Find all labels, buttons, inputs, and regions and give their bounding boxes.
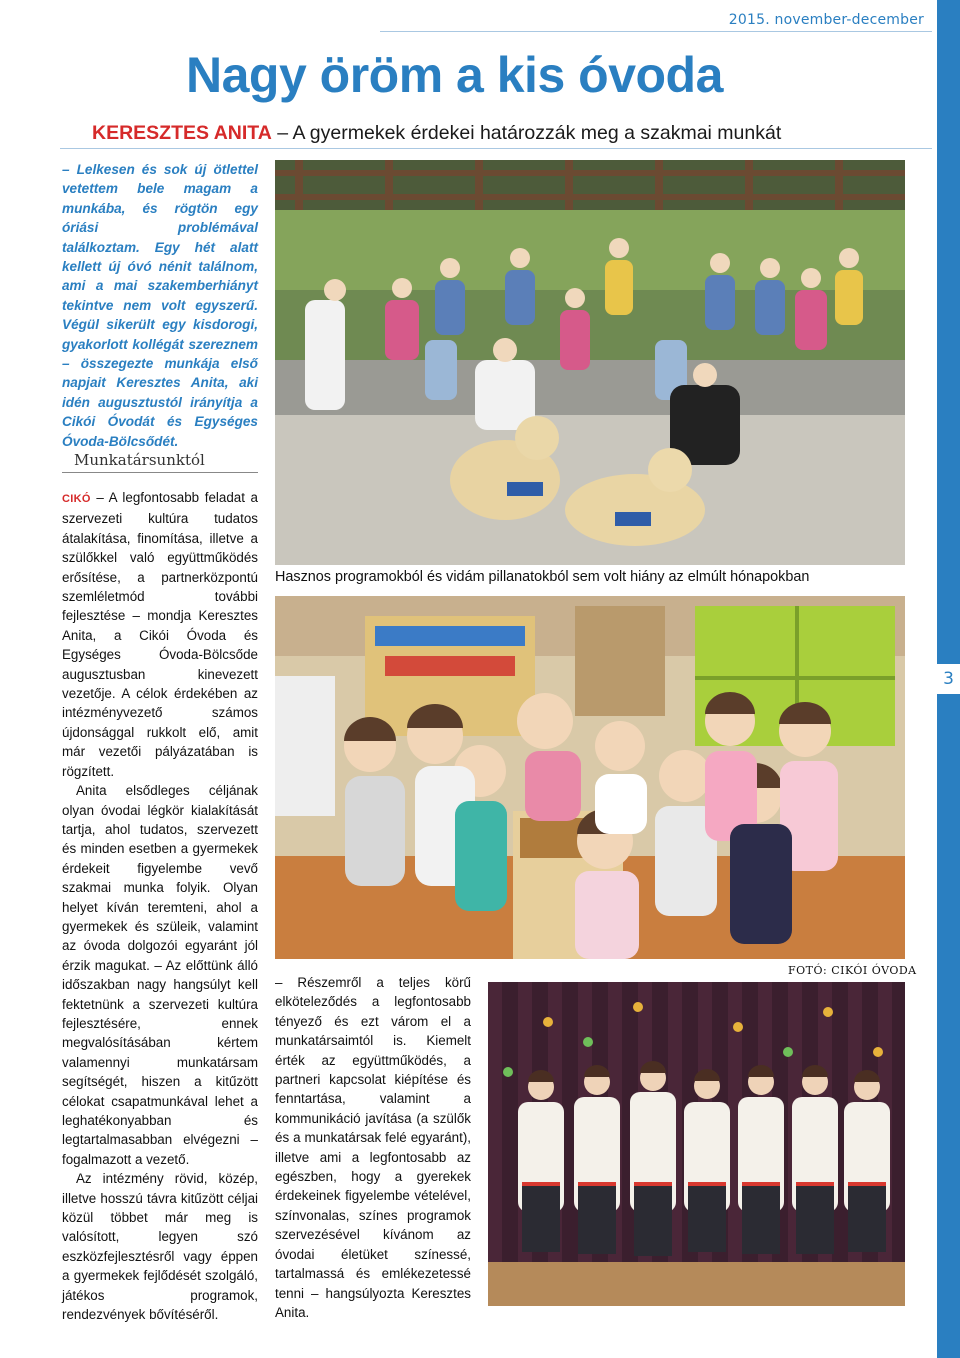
body-paragraph: – Részemről a teljes körű elköteleződés a legfontosabb tényező és ezt várom el a munkatársaimtól is. Kiemelt érték az együttműködés, a partneri kapcsolat kiépítése és fenntartása, valamint a kommunikáció javítása (a szülők és a munkatársak felé egyaránt), illetve ami a legfontosabb az egészben, hogy a gyerekek érdekeinek figyelembe vételével, színvonalas, színes programok szervezésével kívánom az óvodai életüket színessé, tartalmassá és emlékezetessé tenni – hangsúlyozta Keresztes Anita.	[275, 975, 471, 1320]
lead-paragraph: – Lelkesen és sok új ötlettel vetettem bele magam a munkába, és rögtön egy óriási problémával találkoztam. Egy hét alatt kellett új óvó nénit találnom, ami a mai szakemberhiányt tekintve nem volt egyszerű. Végül sikerült egy kisdorogi, gyakorlott kollégát szereznem – összegezte munkája első napjait Keresztes Anita, aki idén augusztustól irányítja a Cikói Óvodát és Egységes Óvoda-Bölcsődét.	[62, 162, 258, 449]
header-divider	[380, 31, 932, 32]
author-name: KERESZTES ANITA	[92, 122, 272, 144]
subtitle-text: – A gyermekek érdekei határozzák meg a szakmai munkát	[271, 122, 782, 144]
staff-stage-photo	[488, 982, 905, 1306]
article-title: Nagy öröm a kis óvoda	[186, 47, 723, 103]
issue-date: 2015. november-december	[728, 12, 924, 28]
page-number: 3	[937, 664, 960, 694]
body-paragraph: Az intézmény rövid, közép, illetve hosszú távra kitűzött céljai közül többet már meg is valósított, legyen szó eszközfejlesztésről vagy éppen a gyermekek fejlődését szolgáló, játékos programok, rendezvények bővítéséről.	[62, 1171, 258, 1323]
body-paragraph: CIKÓ – A legfontosabb feladat a szervezeti kultúra tudatos átalakítása, finomítása, illetve a szülőkkel való együttműködés erősítése, a partnerközpontú szemléletmód további fejlesztése – mondja Keresztes Anita, a Cikói Óvoda és Egységes Óvoda-Bölcsőde augusztusban kinevezett vezetője. A célok érdekében az intézményvezető számos újdonsággal rukkolt elő, amit már vezetői pályázatában is rögzített.	[62, 490, 258, 779]
body-paragraph: Anita elsődleges céljának olyan óvodai légkör kialakítását tartja, ahol tudatos, szervezett és minden esetben a gyermekek érdekeit figyelembe vevő szakmai munka folyik. Olyan helyet kíván teremteni, ahol a gyermekek és szüleik, valamint az óvoda dolgozói egyaránt jól érzik magukat. – Az előttünk álló időszakban nagy hangsúlyt kell fektetnünk a szervezeti kultúra fejlesztésére, ennek megvalósításában kértem valamennyi munkatársam segítségét, hiszen a kitűzött célokat csapatmunkával lehet a leghatékonyabban és legtartalmasabban elvégezni – fogalmazott a vezető.	[62, 783, 258, 1167]
body-column-right	[275, 973, 471, 1322]
byline-label: Munkatársunktól	[62, 451, 258, 473]
photo-credit: FOTÓ: CIKÓI ÓVODA	[788, 964, 917, 977]
group-photo-outdoor	[275, 160, 905, 565]
article-subtitle	[92, 122, 781, 145]
dateline-location: CIKÓ	[62, 493, 91, 505]
children-indoor-photo	[275, 596, 905, 959]
title-divider	[60, 148, 932, 149]
body-column-left	[62, 488, 258, 1324]
photo-caption: Hasznos programokból és vidám pillanatokból sem volt hiány az elmúlt hónapokban	[275, 569, 810, 585]
